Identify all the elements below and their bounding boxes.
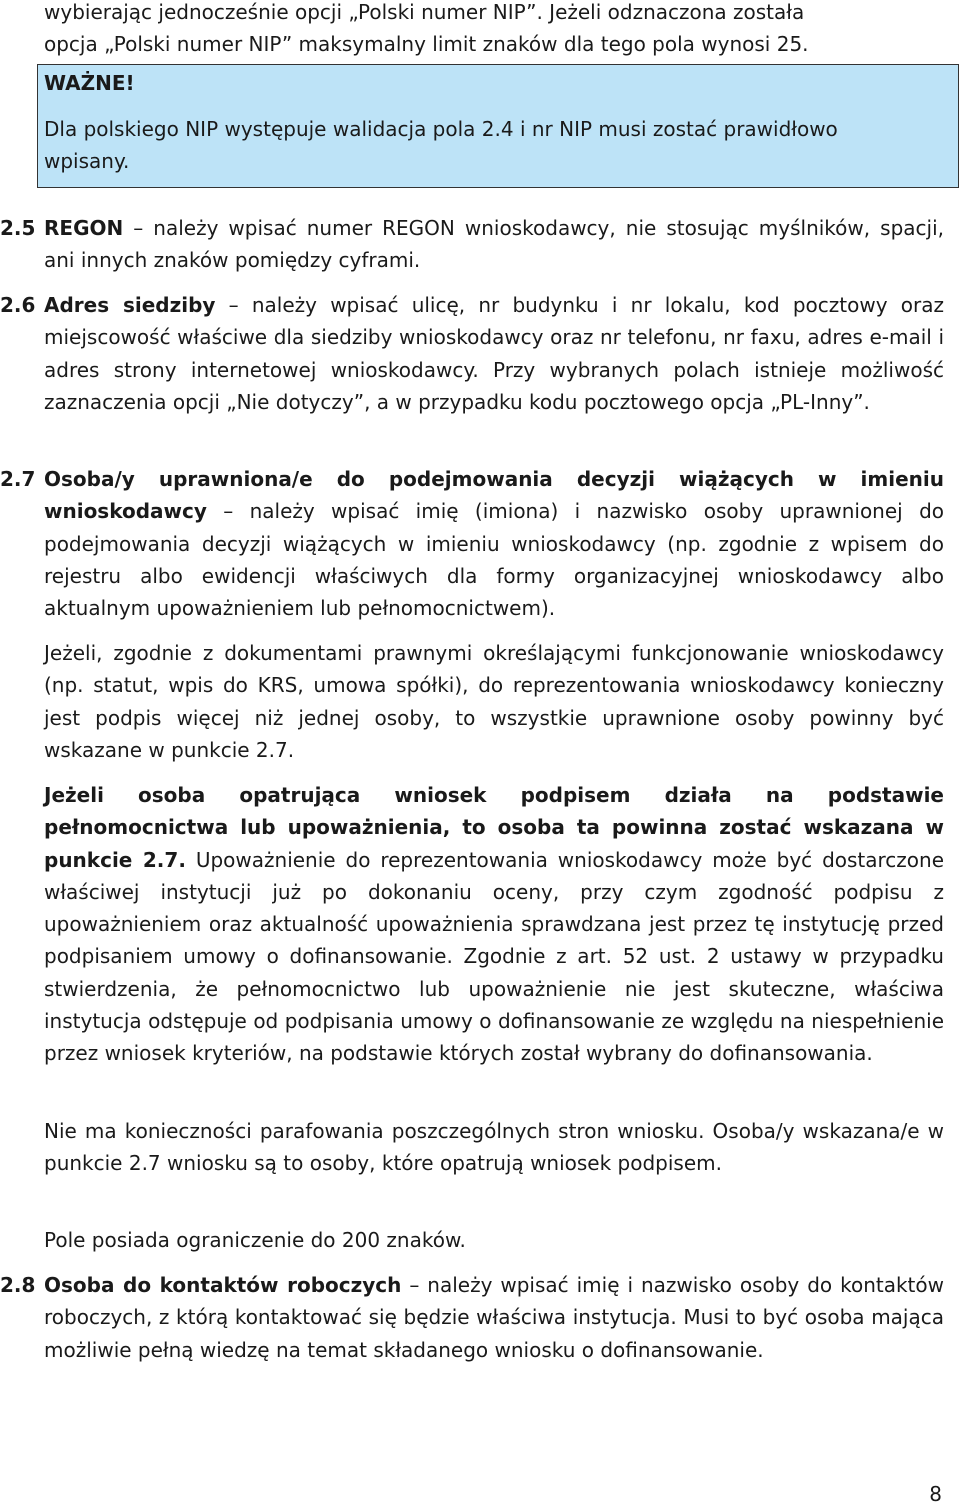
section-title: Adres siedziby — [44, 293, 216, 317]
section-body: – należy wpisać numer REGON wnioskodawcy, nie stosując myślników, spacji, ani innych znaków pomiędzy cyframi. — [44, 216, 944, 273]
section-2-6 — [0, 289, 944, 418]
paragraph-bold-lead: Jeżeli osoba opatrująca wniosek podpisem działa na podstawie pełnomocnictwa lub upoważnienia, to osoba ta powinna zostać wskazana w punkcie 2.7. — [44, 783, 944, 872]
section-number: 2.6 — [0, 293, 36, 317]
section-number: 2.8 — [0, 1273, 36, 1297]
intro-line-1: wybierając jednocześnie opcji „Polski numer NIP”. Jeżeli odznaczona została — [44, 0, 805, 24]
section-body: – należy wpisać ulicę, nr budynku i nr lokalu, kod pocztowy oraz miejscowość właściwe dla siedziby wnioskodawcy oraz nr telefonu, nr faxu, adres e-mail i adres strony internetowej wnioskodawcy. Przy wybranych polach istnieje możliwość zaznaczenia opcji „Nie dotyczy”, a w przypadku kodu pocztowego opcja „PL-Inny”. — [44, 293, 944, 414]
section-2-8 — [0, 1269, 944, 1366]
section-2-5 — [0, 212, 944, 277]
section-title: REGON — [44, 216, 124, 240]
notice-line-2: wpisany. — [44, 149, 130, 173]
notice-heading: WAŻNE! — [44, 71, 135, 95]
section-number: 2.7 — [0, 467, 36, 491]
important-notice-box — [37, 64, 959, 188]
section-2-7-paragraph-2: Jeżeli, zgodnie z dokumentami prawnymi określającymi funkcjonowanie wnioskodawcy (np. statut, wpis do KRS, umowa spółki), do reprezentowania wnioskodawcy konieczny jest podpis więcej niż jednej osoby, to wszystkie uprawnione osoby powinny być wskazane w punkcie 2.7. — [44, 641, 944, 762]
section-2-7-paragraph-4: Nie ma konieczności parafowania poszczególnych stron wniosku. Osoba/y wskazana/e w punkcie 2.7 wniosku są to osoby, które opatrują wniosek podpisem. — [44, 1119, 944, 1176]
section-2-7 — [0, 463, 944, 624]
intro-line-2: opcja „Polski numer NIP” maksymalny limit znaków dla tego pola wynosi 25. — [44, 32, 809, 56]
section-title: Osoba do kontaktów roboczych — [44, 1273, 402, 1297]
section-2-7-paragraph-3 — [44, 779, 944, 1070]
section-title: Osoba/y uprawniona/e do podejmowania decyzji wiążących w imieniu wnioskodawcy — [44, 467, 944, 524]
section-body: – należy wpisać imię i nazwisko osoby do kontaktów roboczych, z którą kontaktować się będzie właściwa instytucja. Musi to być osoba mająca możliwie pełną wiedzę na temat składanego wniosku o dofinansowanie. — [44, 1273, 944, 1362]
section-2-7-paragraph-5: Pole posiada ograniczenie do 200 znaków. — [44, 1228, 466, 1252]
section-body: – należy wpisać imię (imiona) i nazwisko osoby uprawnionej do podejmowania decyzji wiążących w imieniu wnioskodawcy (np. zgodnie z wpisem do rejestru albo ewidencji właściwych dla formy organizacyjnej wnioskodawcy albo aktualnym upoważnieniem lub pełnomocnictwem). — [44, 499, 944, 621]
notice-line-1: Dla polskiego NIP występuje walidacja pola 2.4 i nr NIP musi zostać prawidłowo — [44, 117, 838, 141]
paragraph-rest: Upoważnienie do reprezentowania wnioskodawcy może być dostarczone właściwej instytucji już po dokonaniu oceny, przy czym zgodność podpisu z upoważnieniem oraz aktualność upoważnienia sprawdzana jest przez tę instytucję przed podpisaniem umowy o dofinansowanie. Zgodnie z art. 52 ust. 2 ustawy w przypadku stwierdzenia, że pełnomocnictwo lub upoważnienie nie jest skuteczne, właściwa instytucja odstępuje od podpisania umowy o dofinansowanie ze względu na niespełnienie przez wniosek kryteriów, na podstawie których został wybrany do dofinansowania. — [44, 847, 945, 1066]
page-number: 8 — [929, 1482, 942, 1506]
section-number: 2.5 — [0, 216, 36, 240]
